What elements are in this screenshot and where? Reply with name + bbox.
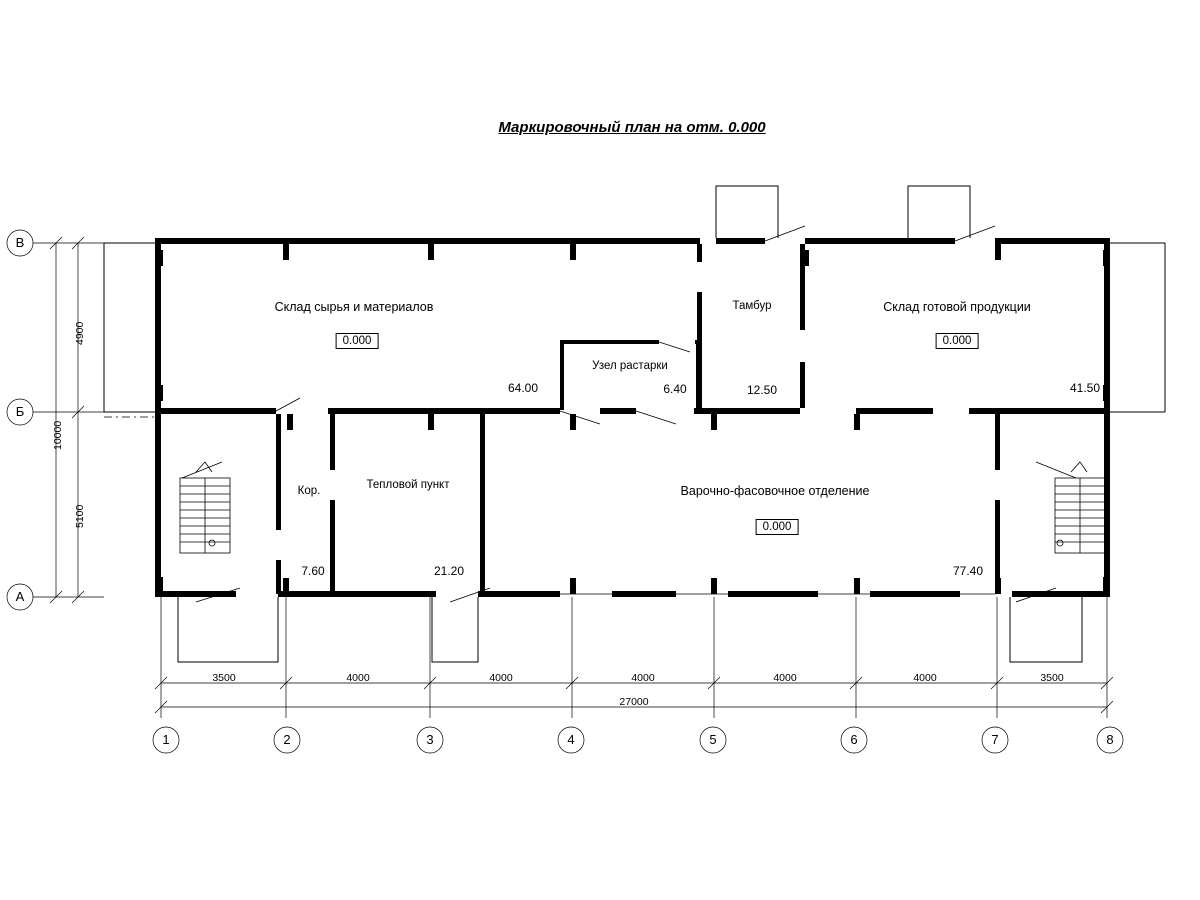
area-uzel-rastarki: 6.40 — [663, 382, 687, 396]
axis-label-8: 8 — [1106, 732, 1114, 747]
axis-label-7: 7 — [991, 732, 999, 747]
dimension-2-3: 4000 — [346, 672, 370, 684]
dimension-v-b: 4900 — [74, 321, 86, 345]
axis-label-3: 3 — [426, 732, 434, 747]
dimension-5-6: 4000 — [773, 672, 797, 684]
area-koridor: 7.60 — [301, 564, 325, 578]
elevation-mark-sklad-syrya: 0.000 — [336, 333, 379, 349]
dimension-left-total: 10000 — [52, 420, 64, 450]
axis-label-v: В — [15, 235, 25, 250]
axis-label-2: 2 — [283, 732, 291, 747]
area-varochno: 77.40 — [952, 564, 984, 578]
axis-label-5: 5 — [709, 732, 717, 747]
axis-label-6: 6 — [850, 732, 858, 747]
axis-label-1: 1 — [162, 732, 170, 747]
page-title: Маркировочный план на отм. 0.000 — [498, 119, 766, 136]
area-sklad-gotovoy: 41.50 — [1069, 381, 1101, 395]
room-label-tambur: Тамбур — [732, 300, 772, 312]
dimension-4-5: 4000 — [631, 672, 655, 684]
room-label-sklad-gotovoy: Склад готовой продукции — [883, 300, 1031, 314]
dimension-b-a: 5100 — [74, 504, 86, 528]
room-label-uzel-rastarki: Узел растарки — [592, 360, 668, 372]
area-teplovoy-punkt: 21.20 — [433, 564, 465, 578]
elevation-mark-varochno: 0.000 — [756, 519, 799, 535]
room-label-varochno-fasovochnoe: Варочно-фасовочное отделение — [680, 484, 870, 498]
axis-label-a: А — [15, 589, 25, 604]
dimension-6-7: 4000 — [913, 672, 937, 684]
elevation-mark-sklad-gotovoy: 0.000 — [936, 333, 979, 349]
dimension-7-8: 3500 — [1040, 672, 1064, 684]
room-label-sklad-syrya: Склад сырья и материалов — [274, 300, 434, 314]
axis-label-b: Б — [15, 404, 25, 419]
area-tambur: 12.50 — [746, 383, 778, 397]
dimension-1-2: 3500 — [212, 672, 236, 684]
room-label-teplovoy-punkt: Тепловой пункт — [366, 479, 450, 491]
dimension-total: 27000 — [619, 696, 649, 708]
area-sklad-syrya: 64.00 — [507, 381, 539, 395]
axis-label-4: 4 — [567, 732, 575, 747]
room-label-koridor: Кор. — [297, 485, 321, 497]
dimension-3-4: 4000 — [489, 672, 513, 684]
